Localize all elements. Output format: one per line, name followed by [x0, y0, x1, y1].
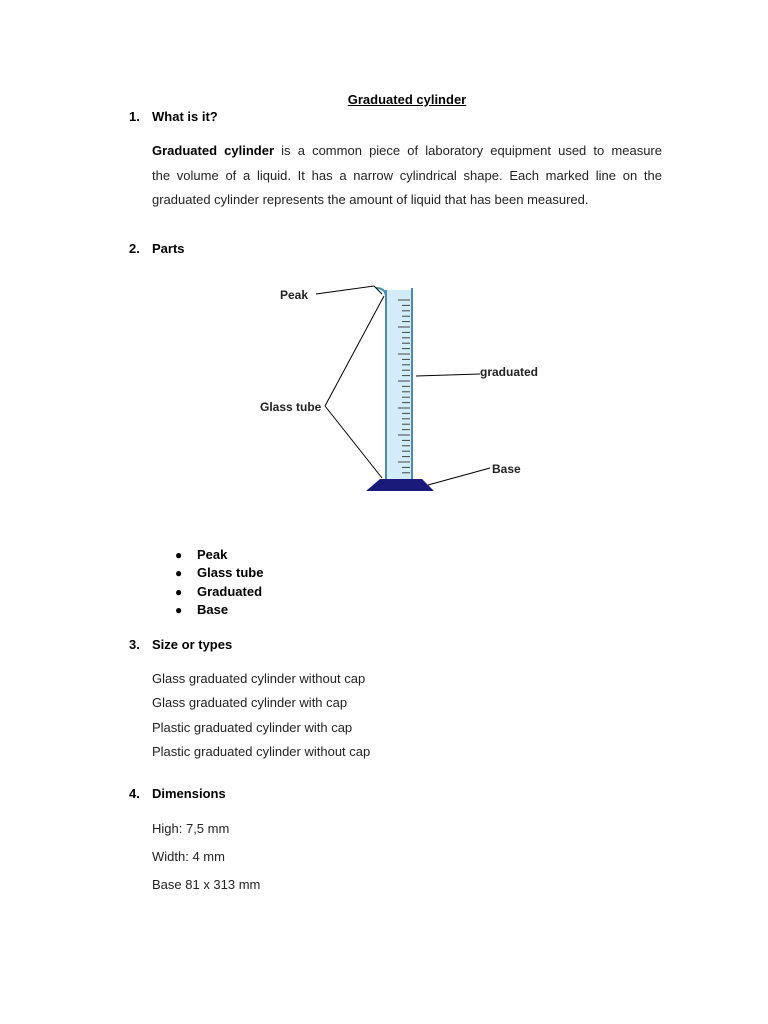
list-item [175, 583, 263, 601]
intro-line-1 [152, 139, 662, 164]
section-title: Parts [152, 241, 185, 256]
base-leader [428, 468, 490, 485]
list-item [175, 601, 263, 619]
section-number: 1. [129, 109, 140, 124]
list-item-text: Peak [197, 547, 228, 562]
section-heading-size-or-types [129, 637, 232, 652]
bullet-icon: ● [175, 548, 183, 562]
diagram-label-graduated: graduated [480, 365, 539, 379]
list-item-text: Glass tube [197, 565, 264, 581]
list-item: Base 81 x 313 mm [152, 877, 261, 892]
diagram-label-glass-tube: Glass tube [260, 400, 322, 414]
diagram-label-base: Base [492, 462, 521, 476]
section-number: 2. [129, 241, 140, 256]
list-item: Width: 4 mm [152, 849, 225, 864]
section-number: 4. [129, 786, 140, 801]
cylinder-base-shape [366, 479, 434, 491]
graduated-leader [416, 374, 480, 376]
bullet-icon: ● [175, 602, 183, 617]
list-item: Plastic graduated cylinder without cap [152, 743, 371, 759]
bullet-icon: ● [175, 566, 183, 581]
list-item: High: 7,5 mm [152, 821, 230, 836]
section-title: Size or types [152, 637, 233, 652]
section-heading-what-is-it [129, 109, 218, 124]
list-item: Glass graduated cylinder with cap [152, 695, 348, 711]
section-heading-parts [129, 241, 185, 256]
section-number: 3. [129, 637, 140, 652]
peak-leader [316, 286, 382, 294]
bullet-icon: ● [175, 584, 183, 599]
list-item: Glass graduated cylinder without cap [152, 671, 366, 686]
section-title: What is it? [152, 109, 218, 124]
glass-tube-leader-bottom [325, 406, 382, 478]
graduated-cylinder-diagram [252, 278, 552, 498]
intro-line-2: the volume of a liquid. It has a narrow cylindrical shape. Each marked line on the [152, 167, 662, 183]
list-item [175, 564, 263, 582]
list-item-text: Base [197, 601, 229, 617]
dimensions-list [152, 815, 260, 899]
list-item-text: Graduated [197, 583, 263, 599]
intro-line-3: graduated cylinder represents the amount of liquid that has been measured. [152, 192, 589, 207]
intro-term: Graduated cylinder [152, 143, 275, 158]
glass-tube-leader-top [325, 296, 384, 406]
intro-line-1-text: is a common piece of laboratory equipment used to measure [274, 143, 662, 158]
glass-tube-shape [386, 290, 412, 479]
section-title: Dimensions [152, 786, 226, 801]
diagram-label-peak: Peak [280, 288, 309, 302]
intro-paragraph [152, 139, 662, 213]
section-heading-dimensions [129, 786, 226, 801]
parts-list [175, 546, 263, 619]
types-list [152, 667, 370, 764]
document-title: Graduated cylinder [347, 92, 467, 107]
list-item: Plastic graduated cylinder with cap [152, 719, 353, 735]
list-item [175, 546, 263, 564]
